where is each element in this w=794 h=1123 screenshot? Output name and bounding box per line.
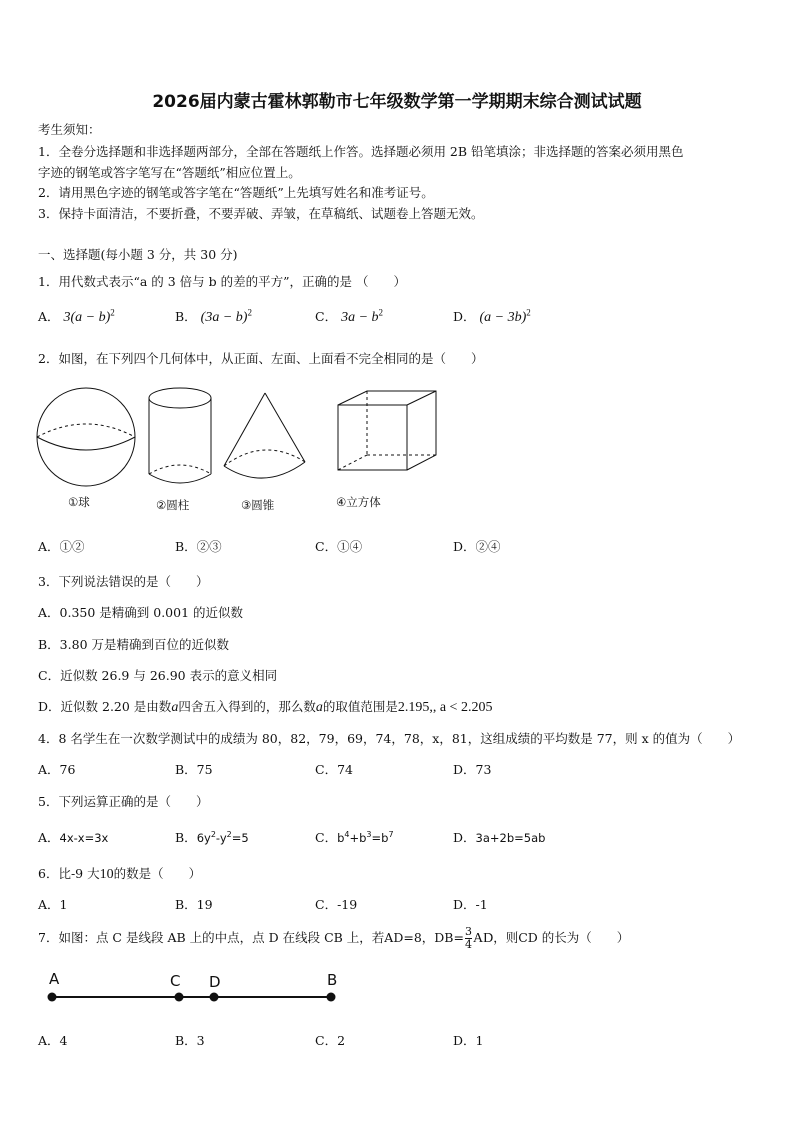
q7-stem: 7．如图：点 C 是线段 AB 上的中点，点 D 在线段 CB 上，若AD=8，DB= $\frac{3}{4}$ AD，则CD 的长为（ ） [38,925,630,951]
q2-option-b: B．②③ [175,539,222,554]
q3-option-d: D．近似数 2.20 是由数a四舍五入得到的，那么数a的取值范围是2.195,, a < 2.205 [38,699,493,715]
q5-option-d: D．3a+2b=5ab [453,830,546,845]
caption-cone: ③圆锥 [241,498,275,512]
q7-fraction: $\frac{3}{4}$ [464,925,472,951]
caption-cylinder: ②圆柱 [156,498,190,512]
label-point-b: B [327,971,338,989]
q3-option-b: B．3.80 万是精确到百位的近似数 [38,637,229,652]
point-c [175,993,184,1002]
q7-option-d: D．1 [453,1033,484,1048]
q5-option-c: C．$b^4+b^3=b^7$ [315,830,394,845]
q5-option-b: B．$6y^2-y^2=5$ [175,830,249,845]
q4-option-a: A．76 [38,762,76,777]
q7-option-b: B．3 [175,1033,205,1048]
q3-stem: 3．下列说法错误的是（ ） [38,574,209,589]
q6-option-b: B．19 [175,897,213,912]
caption-sphere: ①球 [68,495,90,509]
q1-option-a-label: A． [38,309,60,324]
q2-option-a: A．①② [38,539,85,554]
q1-stem: 1．用代数式表示“a 的 3 倍与 b 的差的平方”，正确的是 （ ） [38,274,406,289]
q1-option-a-expr: $3(a - b)^2$ [63,307,115,325]
q5-stem: 5．下列运算正确的是（ ） [38,794,209,809]
q5-option-a: A．4x-x=3x [38,830,109,845]
q7-option-a: A．4 [38,1033,68,1048]
q1-option-d-label: D． [453,309,476,324]
q6-option-a: A．1 [38,897,68,912]
notice-item-3: 3．保持卡面清洁，不要折叠，不要弄破、弄皱，在草稿纸、试题卷上答题无效。 [38,206,484,221]
q3-option-a: A．0.350 是精确到 0.001 的近似数 [38,605,244,620]
q6-option-d: D．-1 [453,897,488,912]
label-point-c: C [170,972,181,990]
q1-option-b-expr: $(3a - b)^2$ [200,307,252,325]
notice-item-2: 2．请用黑色字迹的钢笔或答字笔在“答题纸”上先填写姓名和准考证号。 [38,185,434,200]
section-heading: 一、选择题(每小题 3 分，共 30 分) [38,247,238,262]
notice-item-1-line-1: 1．全卷分选择题和非选择题两部分，全部在答题纸上作答。选择题必须用 2B 铅笔填涂；非选择题的答案必须用黑色 [38,144,684,159]
q2-option-c: C．①④ [315,539,363,554]
notice-item-1-line-2: 字迹的钢笔或答字笔写在“答题纸”相应位置上。 [38,165,301,180]
q2-stem: 2．如图，在下列四个几何体中，从正面、左面、上面看不完全相同的是（ ） [38,351,484,366]
q2-option-d: D．②④ [453,539,501,554]
q1-option-d-expr: $(a - 3b)^2$ [479,307,531,325]
label-point-a: A [49,970,60,988]
notice-heading: 考生须知： [38,122,101,137]
q4-stem: 4．8 名学生在一次数学测试中的成绩为 80，82，79，69，74，78，x，81，这组成绩的平均数是 77，则 x 的值为（ ） [38,731,741,746]
q1-option-b-label: B． [175,309,197,324]
q3-option-c: C．近似数 26.9 与 26.90 表示的意义相同 [38,668,278,683]
q4-option-d: D．73 [453,762,492,777]
label-point-d: D [209,973,221,991]
page-title: 2026届内蒙古霍林郭勒市七年级数学第一学期期末综合测试试题 [152,92,642,112]
q6-stem: 6．比-9 大10的数是（ ） [38,866,202,882]
q4-option-c: C．74 [315,762,353,777]
q4-option-b: B．75 [175,762,213,777]
q1-option-c-expr: $3a - b^2$ [341,307,384,325]
q6-option-c: C．-19 [315,897,358,912]
caption-cube: ④立方体 [336,495,381,509]
point-b [327,993,336,1002]
point-a [48,993,57,1002]
q1-option-c-label: C． [315,309,338,324]
q7-option-c: C．2 [315,1033,346,1048]
point-d [210,993,219,1002]
